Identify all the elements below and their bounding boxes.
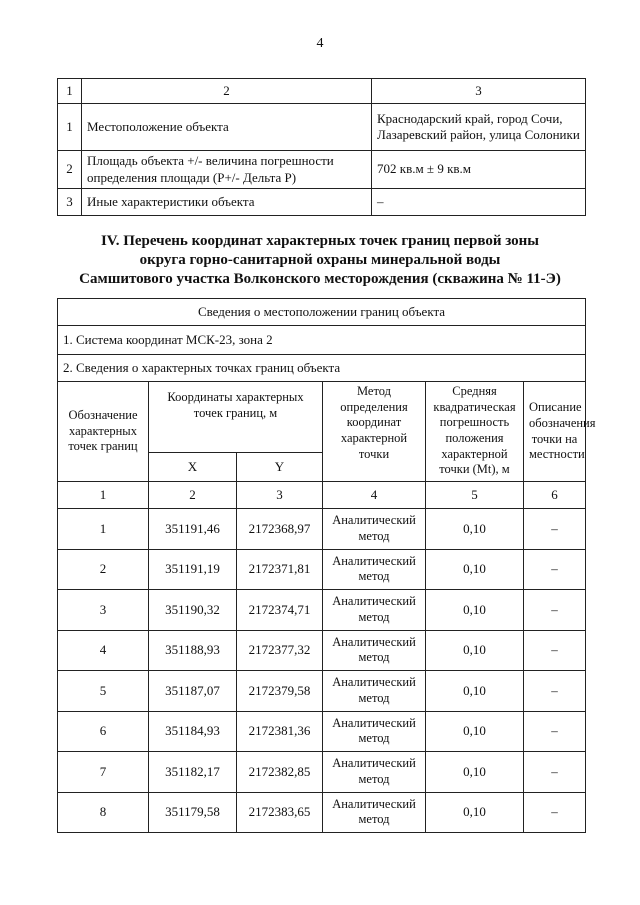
point-number: 2 — [58, 549, 149, 590]
description: – — [524, 590, 586, 631]
table-header-row — [58, 79, 586, 104]
point-number: 1 — [58, 509, 149, 550]
table-row — [58, 792, 586, 833]
method: Аналитический метод — [323, 549, 426, 590]
column-number: 6 — [524, 482, 586, 509]
point-number: 3 — [58, 590, 149, 631]
table-row — [58, 104, 586, 151]
header-x: X — [149, 453, 237, 482]
row-label: Иные характеристики объекта — [82, 189, 372, 216]
coord-y: 2172382,85 — [237, 752, 323, 793]
coord-x: 351191,19 — [149, 549, 237, 590]
section-title-line: IV. Перечень координат характерных точек границ первой зоны — [100, 233, 540, 249]
description: – — [524, 711, 586, 752]
method: Аналитический метод — [323, 792, 426, 833]
table-row — [58, 711, 586, 752]
coord-x: 351191,46 — [149, 509, 237, 550]
table-row — [58, 151, 586, 189]
error-value: 0,10 — [426, 549, 524, 590]
table-row — [58, 671, 586, 712]
coord-y: 2172383,65 — [237, 792, 323, 833]
row-value: 702 кв.м ± 9 кв.м — [372, 151, 586, 189]
coordinates-table — [57, 298, 596, 833]
coord-y: 2172377,32 — [237, 630, 323, 671]
method: Аналитический метод — [323, 509, 426, 550]
point-number: 8 — [58, 792, 149, 833]
method: Аналитический метод — [323, 671, 426, 712]
description: – — [524, 792, 586, 833]
table-row — [58, 590, 586, 631]
error-value: 0,10 — [426, 792, 524, 833]
column-number: 3 — [237, 482, 323, 509]
header-method: Метод определения координат характерной точки — [323, 382, 426, 482]
error-value: 0,10 — [426, 752, 524, 793]
column-number: 2 — [149, 482, 237, 509]
table-row — [58, 549, 586, 590]
row-label: Местоположение объекта — [82, 104, 372, 151]
error-value: 0,10 — [426, 630, 524, 671]
description: – — [524, 752, 586, 793]
table-row — [58, 189, 586, 216]
table-caption: Сведения о местоположении границ объекта — [58, 299, 586, 326]
error-value: 0,10 — [426, 590, 524, 631]
coord-y: 2172374,71 — [237, 590, 323, 631]
section-title-line: округа горно-санитарной охраны минеральной воды — [139, 252, 501, 268]
error-value: 0,10 — [426, 509, 524, 550]
method: Аналитический метод — [323, 752, 426, 793]
coord-x: 351179,58 — [149, 792, 237, 833]
coord-x: 351184,93 — [149, 711, 237, 752]
coordinate-system: 1. Система координат МСК-23, зона 2 — [58, 326, 586, 355]
row-number: 1 — [58, 104, 82, 151]
coord-x: 351190,32 — [149, 590, 237, 631]
header-cell: 1 — [58, 79, 82, 104]
page-number: 4 — [316, 36, 324, 51]
description: – — [524, 630, 586, 671]
header-cell: 2 — [82, 79, 372, 104]
description: – — [524, 671, 586, 712]
table-row — [58, 630, 586, 671]
object-info-table — [57, 78, 586, 216]
point-number: 7 — [58, 752, 149, 793]
points-info: 2. Сведения о характерных точках границ объекта — [58, 355, 586, 382]
coord-x: 351188,93 — [149, 630, 237, 671]
section-title-line: Самшитового участка Волконского месторождения (скважина № 11-Э) — [79, 271, 561, 287]
method: Аналитический метод — [323, 711, 426, 752]
header-designation: Обозначение характерных точек границ — [58, 382, 149, 482]
row-label: Площадь объекта +/- величина погрешности определения площади (Р+/- Дельта Р) — [82, 151, 372, 189]
coord-y: 2172379,58 — [237, 671, 323, 712]
header-description: Описание обозначения точки на местности — [524, 382, 586, 482]
method: Аналитический метод — [323, 590, 426, 631]
point-number: 5 — [58, 671, 149, 712]
header-error: Средняя квадратическая погрешность положения характерной точки (Mt), м — [426, 382, 524, 482]
error-value: 0,10 — [426, 711, 524, 752]
coord-y: 2172368,97 — [237, 509, 323, 550]
coord-x: 351187,07 — [149, 671, 237, 712]
method: Аналитический метод — [323, 630, 426, 671]
header-y: Y — [237, 453, 323, 482]
coord-y: 2172381,36 — [237, 711, 323, 752]
description: – — [524, 509, 586, 550]
row-number: 2 — [58, 151, 82, 189]
header-coords: Координаты характерных точек границ, м — [149, 382, 323, 453]
coord-x: 351182,17 — [149, 752, 237, 793]
column-number: 4 — [323, 482, 426, 509]
section-title — [0, 232, 640, 289]
error-value: 0,10 — [426, 671, 524, 712]
column-number-row — [58, 482, 586, 509]
column-number: 1 — [58, 482, 149, 509]
row-number: 3 — [58, 189, 82, 216]
coord-y: 2172371,81 — [237, 549, 323, 590]
column-number: 5 — [426, 482, 524, 509]
header-cell: 3 — [372, 79, 586, 104]
point-number: 6 — [58, 711, 149, 752]
row-value: – — [372, 189, 586, 216]
row-value: Краснодарский край, город Сочи, Лазаревский район, улица Солоники — [372, 104, 586, 151]
table-row — [58, 509, 586, 550]
point-number: 4 — [58, 630, 149, 671]
description: – — [524, 549, 586, 590]
table-row — [58, 752, 586, 793]
